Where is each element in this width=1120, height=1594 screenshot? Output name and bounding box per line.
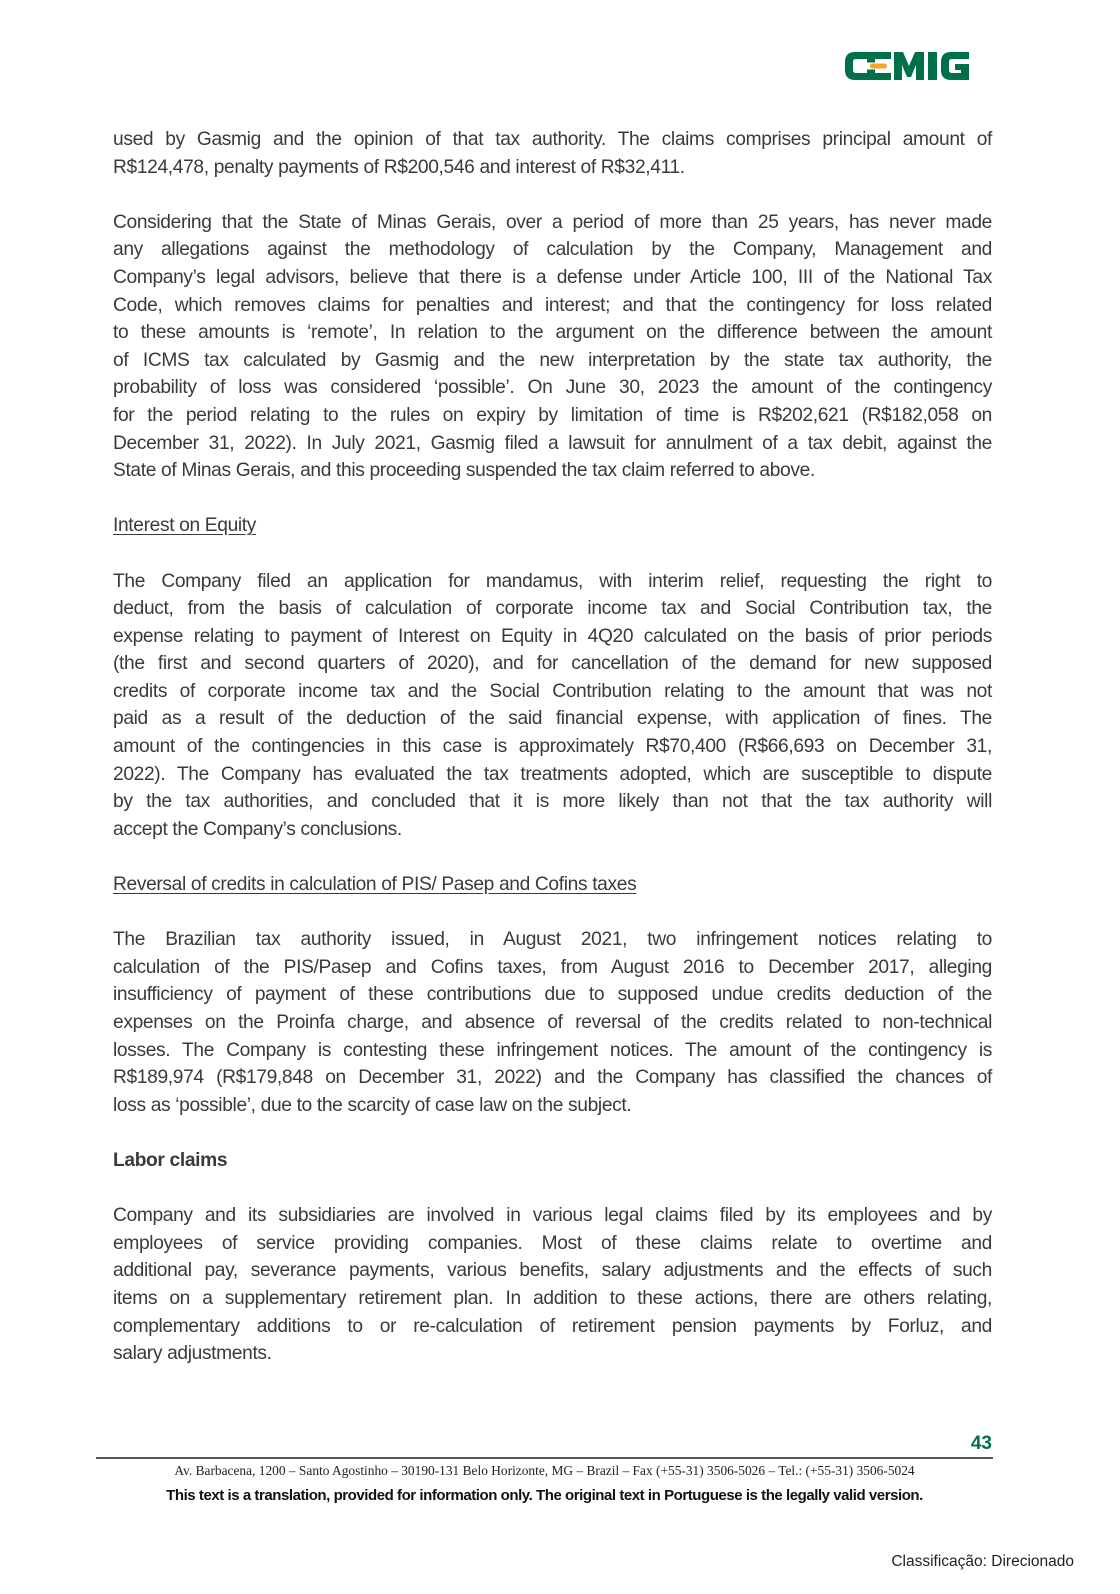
- text-line: Code, which removes claims for penalties and interest; and that the contingency for loss related: [113, 294, 992, 316]
- paragraph-minas-gerais-defense: [113, 209, 992, 485]
- text-line: expenses on the Proinfa charge, and absence of reversal of the credits related to non-technical: [113, 1012, 992, 1033]
- footer-disclaimer: This text is a translation, provided for information only. The original text in Portuguese is the legally valid version.: [166, 1487, 923, 1504]
- text-line: by the tax authorities, and concluded that it is more likely than not that the tax authority will: [113, 791, 992, 813]
- text-line: deduct, from the basis of calculation of corporate income tax and Social Contribution tax, the: [113, 598, 992, 620]
- section-heading-text: Reversal of credits in calculation of PIS/ Pasep and Cofins taxes: [113, 874, 637, 896]
- text-line: Considering that the State of Minas Gerais, over a period of more than 25 years, has never made: [113, 211, 992, 233]
- text-line: additional pay, severance payments, various benefits, salary adjustments and the effects of such: [113, 1260, 992, 1282]
- text-line: accept the Company’s conclusions.: [113, 818, 402, 840]
- text-line: any allegations against the methodology of calculation by the Company, Management and: [113, 239, 992, 261]
- paragraph-labor-claims: [113, 1202, 992, 1368]
- footer-divider: [96, 1457, 993, 1459]
- text-line: to these amounts is ‘remote’, In relation to the argument on the difference between the amount: [113, 322, 992, 344]
- text-line: losses. The Company is contesting these infringement notices. The amount of the contingency is: [113, 1039, 992, 1061]
- paragraph-gap: [113, 485, 992, 513]
- section-heading-pis-pasep-cofins: [113, 871, 992, 899]
- text-line: credits of corporate income tax and the Social Contribution relating to the amount that was not: [113, 680, 992, 702]
- paragraph-gap: [113, 899, 992, 927]
- text-line: December 31, 2022). In July 2021, Gasmig filed a lawsuit for annulment of a tax debit, against the: [113, 432, 992, 454]
- section-heading-labor-claims: Labor claims: [113, 1149, 228, 1171]
- footer-address: Av. Barbacena, 1200 – Santo Agostinho – 30190-131 Belo Horizonte, MG – Brazil – Fax (+55-31) 3506-5026 – Tel.: (+55-31) 3506-5024: [174, 1463, 915, 1478]
- text-line: R$189,974 (R$179,848 on December 31, 2022) and the Company has classified the chances of: [113, 1067, 992, 1089]
- text-line: State of Minas Gerais, and this proceeding suspended the tax claim referred to above.: [113, 460, 815, 482]
- section-heading-interest-on-equity: [113, 512, 992, 540]
- text-line: The Company filed an application for mandamus, with interim relief, requesting the right to: [113, 570, 992, 592]
- text-line: 2022). The Company has evaluated the tax treatments adopted, which are susceptible to dispute: [113, 763, 992, 785]
- text-line: Company and its subsidiaries are involved in various legal claims filed by its employees and by: [113, 1205, 992, 1227]
- text-line: items on a supplementary retirement plan. In addition to these actions, there are others relating,: [113, 1287, 992, 1309]
- document-body: [113, 126, 992, 1368]
- text-line: probability of loss was considered ‘possible’. On June 30, 2023 the amount of the contingency: [113, 377, 992, 399]
- text-line: salary adjustments.: [113, 1343, 272, 1365]
- text-line: amount of the contingencies in this case is approximately R$70,400 (R$66,693 on December 31,: [113, 736, 992, 758]
- page-number: 43: [970, 1433, 992, 1454]
- text-line: complementary additions to or re-calculation of retirement pension payments by Forluz, and: [113, 1315, 992, 1337]
- section-heading-text: Interest on Equity: [113, 515, 257, 537]
- classification-label: Classificação: Direcionado: [891, 1553, 1074, 1570]
- text-line: R$124,478, penalty payments of R$200,546 and interest of R$32,411.: [113, 156, 685, 178]
- text-line: for the period relating to the rules on expiry by limitation of time is R$202,621 (R$182,058 on: [113, 404, 992, 426]
- cemig-logo: [843, 44, 993, 88]
- text-line: (the first and second quarters of 2020), and for cancellation of the demand for new supposed: [113, 653, 992, 675]
- paragraph-gap: [113, 1119, 992, 1147]
- cemig-logo-icon: [843, 44, 993, 88]
- text-line: Company’s legal advisors, believe that there is a defense under Article 100, III of the National Tax: [113, 266, 992, 288]
- text-line: expense relating to payment of Interest on Equity in 4Q20 calculated on the basis of prior periods: [113, 625, 992, 647]
- text-line: calculation of the PIS/Pasep and Cofins taxes, from August 2016 to December 2017, alleging: [113, 956, 992, 978]
- text-line: paid as a result of the deduction of the said financial expense, with application of fines. The: [113, 708, 992, 730]
- paragraph-gap: [113, 1175, 992, 1203]
- paragraph-interest-on-equity: [113, 568, 992, 844]
- text-line: employees of service providing companies. Most of these claims relate to overtime and: [113, 1232, 992, 1254]
- text-line: insufficiency of payment of these contributions due to supposed undue credits deduction of the: [113, 984, 992, 1006]
- text-line: The Brazilian tax authority issued, in August 2021, two infringement notices relating to: [113, 929, 992, 951]
- paragraph-gap: [113, 181, 992, 209]
- paragraph-gap: [113, 843, 992, 871]
- paragraph-pis-pasep-cofins: [113, 926, 992, 1119]
- paragraph-gap: [113, 540, 992, 568]
- text-line: of ICMS tax calculated by Gasmig and the new interpretation by the state tax authority, the: [113, 349, 992, 371]
- paragraph-gasmig-claims: [113, 126, 992, 181]
- text-line: used by Gasmig and the opinion of that tax authority. The claims comprises principal amount of: [113, 129, 992, 150]
- text-line: loss as ‘possible’, due to the scarcity of case law on the subject.: [113, 1094, 632, 1116]
